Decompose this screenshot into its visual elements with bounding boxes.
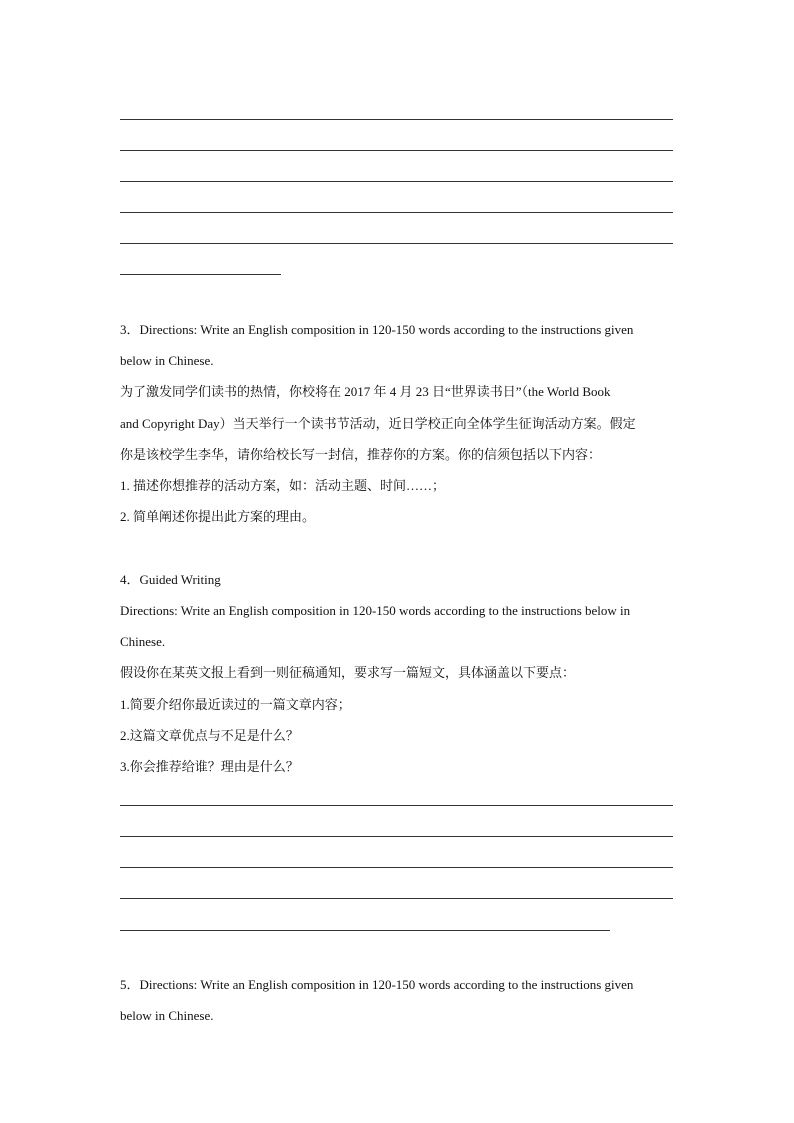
answer-line: [120, 274, 281, 275]
answer-line: [120, 898, 673, 899]
q5-directions: 5．Directions: Write an English composition in 120-150 words according to the instructions given: [120, 977, 634, 992]
q3-directions-cont: below in Chinese.: [120, 353, 214, 368]
q4-directions: Directions: Write an English composition in 120-150 words according to the instructions below in: [120, 603, 631, 618]
q3-body: 你是该校学生李华，请你给校长写一封信，推荐你的方案。你的信须包括以下内容：: [120, 447, 602, 462]
answer-line: [120, 181, 673, 182]
answer-line: [120, 930, 610, 931]
q4-body: 假设你在某英文报上看到一则征稿通知，要求写一篇短文，具体涵盖以下要点：: [120, 665, 576, 680]
q3-point: 1. 描述你想推荐的活动方案，如：活动主题、时间……；: [120, 478, 446, 493]
q4-point: 2.这篇文章优点与不足是什么？: [120, 728, 299, 743]
q4-point: 1.简要介绍你最近读过的一篇文章内容；: [120, 697, 351, 712]
answer-line: [120, 867, 673, 868]
answer-line: [120, 836, 673, 837]
answer-line: [120, 212, 673, 213]
q5-directions-cont: below in Chinese.: [120, 1008, 214, 1023]
q3-directions: 3．Directions: Write an English composition in 120-150 words according to the instructions given: [120, 322, 634, 337]
answer-line: [120, 805, 673, 806]
answer-line: [120, 119, 673, 120]
q3-body: 为了激发同学们读书的热情，你校将在 2017 年 4 月 23 日“世界读书日”（the World Book: [120, 384, 611, 399]
q4-heading: 4．Guided Writing: [120, 572, 221, 587]
q4-point: 3.你会推荐给谁？理由是什么？: [120, 759, 299, 774]
answer-line: [120, 243, 673, 244]
q3-point: 2. 简单阐述你提出此方案的理由。: [120, 509, 316, 524]
q4-directions-cont: Chinese.: [120, 634, 166, 649]
answer-line: [120, 150, 673, 151]
q3-body: and Copyright Day）当天举行一个读书节活动，近日学校正向全体学生征询活动方案。假定: [120, 416, 636, 431]
